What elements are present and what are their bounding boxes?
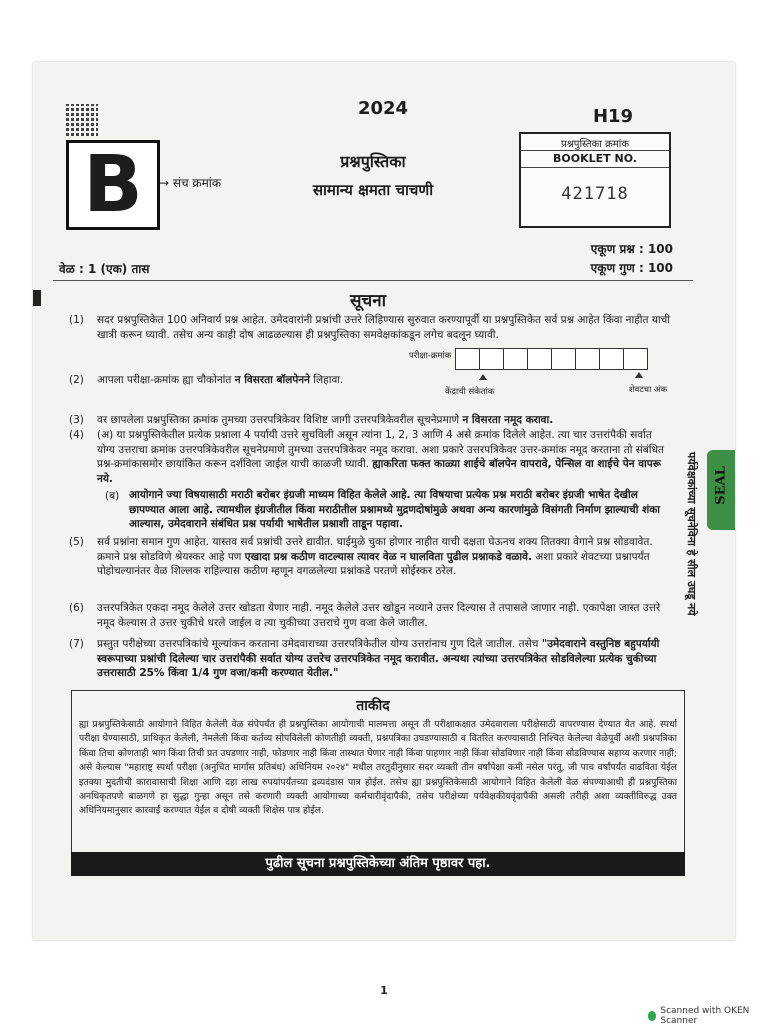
- booklet-label-marathi: प्रश्नपुस्तिका क्रमांक: [521, 134, 669, 151]
- instruction-text: उत्तरपत्रिकेत एकदा नमूद केलेले उत्तर खोडता येणार नाही. नमूद केलेले उत्तर खोडून नव्याने उत्तर दिल्यास ते तपासले जाणार नाही. एकापेक्षा जास्त उत्तरे नमूद केल्यास ते उत्तर चुकीचे धरले जाईल व त्या चुकीच्या उत्तराचे गुण वजा केले जातील.: [97, 602, 661, 629]
- scanner-note: Scanned with OKEN Scanner: [660, 1006, 750, 1026]
- booklet-label-english: BOOKLET NO.: [521, 151, 669, 168]
- arrow-up-icon: [635, 372, 643, 378]
- exam-time: वेळ : 1 (एक) तास: [59, 262, 150, 276]
- last-digit-caption: शेवटचा अंक: [628, 385, 667, 395]
- instruction-number: (3): [69, 414, 84, 426]
- exam-number-label: परीक्षा-क्रमांक: [409, 351, 452, 361]
- instruction-number: (6): [69, 602, 84, 614]
- seal-label: SEAL: [713, 466, 729, 505]
- instruction-text: आपला परीक्षा-क्रमांक ह्या चौकोनांत न विसरता बॉलपेनने लिहावा.: [97, 374, 344, 386]
- total-marks: एकूण गुण : 100: [590, 261, 673, 275]
- instruction-number: (ब): [105, 490, 120, 502]
- exam-number-box: [409, 348, 671, 400]
- instruction-number: (2): [69, 374, 84, 386]
- set-number-label: → संच क्रमांक: [159, 176, 222, 190]
- edge-tab: [33, 290, 41, 306]
- set-letter: B: [66, 140, 160, 230]
- warning-text: ह्या प्रश्नपुस्तिकेसाठी आयोगाने विहित केलेली वेळ संपेपर्यंत ही प्रश्नपुस्तिका आयोगाची मालमत्ता असून ती परीक्षाकक्षात उमेदवाराला परीक्षेसाठी वापरण्यास देण्यात येत आहे. स्पर्धा परीक्षा घेण्यासाठी, प्राधिकृत केलेली, नेमलेली किंवा कर्तव्य सोपविलेली कोणतीही व्यक्ती, प्रश्नपत्रिका उघडण्यासाठी व वितरित करण्यासाठी निश्चित केलेल्या वेळेपूर्वी अशी प्रश्नपत्रिका किंवा तिचा कोणताही भाग किंवा तिची प्रत उघडणार नाही, फोडणार नाही किंवा तास्थात घेणार नाही किंवा पाहणार नाही किंवा सोडविणार नाही किंवा सोडविण्यास सहाय्य करणार नाही; असे केल्यास "महाराष्ट्र स्पर्धा परीक्षा (अनुचित मार्गांस प्रतिबंध) अधिनियम २०२४" मधील तरतुदीनुसार सदर व्यक्ती तीन वर्षांपेक्षा कमी नसेल परंतु, जी पाच वर्षांपर्यंत वाढविता येईल इतक्या मुदतीची कारावासाची शिक्षा आणि दहा लाख रुपयांपर्यंतच्या द्रव्यदंडास पात्र होईल. तसेच ह्या प्रश्नपुस्तिकेसाठी आयोगाने विहित केलेली वेळ संपण्याआधी ही प्रश्नपुस्तिका अनधिकृतपणे बाळगणे हा सुद्धा गुन्हा असून तसे करणारी व्यक्ती आयोगाच्या कर्मचारीवृंदापैकी, तसेच परीक्षेच्या पर्यवेक्षकीयवृंदापैकी असली तरीही अशा व्यक्तीविरुद्ध उक्त अधिनियमानुसार कारवाई करण्यात येईल व दोषी व्यक्ती शिक्षेस पात्र होईल.: [79, 719, 677, 817]
- instruction-number: (1): [69, 314, 84, 326]
- booklet-subtitle: सामान्य क्षमता चाचणी: [312, 181, 434, 199]
- total-questions: एकूण प्रश्न : 100: [590, 242, 673, 256]
- arrow-up-icon: [479, 374, 487, 380]
- seal-tab[interactable]: [707, 450, 735, 530]
- question-booklet-cover: [33, 62, 735, 940]
- instruction-number: (5): [69, 536, 84, 548]
- instruction-number: (4): [69, 429, 84, 441]
- paper-code: H19: [592, 106, 634, 127]
- exam-number-cells[interactable]: [455, 348, 648, 370]
- booklet-title: प्रश्नपुस्तिका: [340, 152, 406, 171]
- warning-heading: ताकीद: [356, 698, 390, 714]
- instruction-text: आयोगाने ज्या विषयासाठी मराठी बरोबर इंग्रजी माध्यम विहित केलेले आहे. त्या विषयाचा प्रत्येक प्रश्न मराठी बरोबर इंग्रजी भाषेत देखील छापण्यात आला आहे. त्यामधील इंग्रजीतील किंवा मराठीतील प्रश्नामध्ये मुद्रणदोषांमुळे अथवा अन्य कारणांमुळे विसंगती निर्माण झाल्याची शंका आल्यास, उमेदवाराने संबंधित प्रश्न पर्यायी भाषेतील प्रश्नाशी ताडून पहावा.: [129, 489, 660, 531]
- scanner-watermark: [648, 1006, 768, 1026]
- divider: [53, 280, 693, 281]
- booklet-number: 421718: [561, 184, 629, 204]
- centre-code-caption: केंद्राची संकेतांक: [445, 387, 495, 397]
- exam-year: 2024: [357, 98, 409, 119]
- instruction-text: प्रस्तुत परीक्षेच्या उत्तरपत्रिकांचे मूल्यांकन करताना उमेदवाराच्या उत्तरपत्रिकेतील योग्य उत्तरांनाच गुण दिले जातील. तसेच "उमेदवाराने वस्तुनिष्ठ बहुपर्यायी स्वरूपाच्या प्रश्नांची दिलेल्या चार उत्तरांपैकी सर्वात योग्य उत्तरेच उत्तरपत्रिकेत नमूद करावीत. अन्यथा त्यांच्या उत्तरपत्रिकेत सोडविलेल्या प्रत्येक चुकीच्या उत्तरासाठी 25% किंवा 1/4 गुण वजा/कमी करण्यात येतील.": [97, 638, 660, 680]
- page-number: 1: [380, 984, 388, 997]
- scanner-logo-icon: [648, 1011, 656, 1021]
- instruction-text: सर्व प्रश्नांना समान गुण आहेत. यास्तव सर्व प्रश्नांची उत्तरे द्यावीत. घाईमुळे चुका होणार नाहीत याची दक्षता घेऊनच शक्य तितक्या वेगाने प्रश्न सोडवावेत. क्रमाने प्रश्न सोडविणे श्रेयस्कर आहे पण एखादा प्रश्न कठीण वाटल्यास त्यावर वेळ न घालविता पुढील प्रश्नाकडे वळावे. अशा प्रकारे शेवटच्या प्रश्नापर्यंत पोहोचल्यानंतर वेळ शिल्लक राहिल्यास कठीण म्हणून वगळलेल्या प्रश्नांकडे परतणे सोईस्कर ठरेल.: [97, 536, 653, 578]
- booklet-number-box: [519, 132, 671, 228]
- seal-warning-vertical: [663, 452, 699, 752]
- seal-warning-text: पर्यवेक्षकांच्या सूचनेविना हे सील उघडू नये: [685, 452, 698, 616]
- instruction-text: सदर प्रश्नपुस्तिकेत 100 अनिवार्य प्रश्न आहेत. उमेदवारांनी प्रश्नांची उत्तरे लिहिण्यास सुरुवात करण्यापूर्वी या प्रश्नपुस्तिकेत सर्व प्रश्न आहेत किंवा नाहीत याची खात्री करून घ्यावी. तसेच अन्य काही दोष आढळल्यास ही प्रश्नपुस्तिका समवेक्षकांकडून लगेच बदलून घ्यावी.: [97, 314, 671, 341]
- instruction-text: (अ) या प्रश्नपुस्तिकेतील प्रत्येक प्रश्नाला 4 पर्यायी उत्तरे सुचविली असून त्यांना 1, 2, 3 आणि 4 असे क्रमांक दिलेले आहेत. त्या चार उत्तरांपैकी सर्वात योग्य उत्तराचा क्रमांक उत्तरपत्रिकेवरील सूचनेप्रमाणे तुमच्या उत्तरपत्रिकेवर नमूद करावा. अशा प्रकारे उत्तरपत्रिकेवर उत्तर-क्रमांक नमूद करताना तो संबंधित प्रश्न-क्रमांकासमोर छायांकित करून दर्शविला जाईल याची काळजी घ्यावी. ह्याकरिता फक्त काळ्या शाईचे बॉलपेन वापरावे, पेन्सिल वा शाईचे पेन वापरू नये.: [97, 429, 665, 485]
- instruction-text: वर छापलेला प्रश्नपुस्तिका क्रमांक तुमच्या उत्तरपत्रिकेवर विशिष्ट जागी उत्तरपत्रिकेवरील सूचनेप्रमाणे न विसरता नमूद करावा.: [97, 414, 554, 426]
- qr-code-icon: [66, 104, 98, 136]
- instruction-number: (7): [69, 638, 84, 650]
- next-instructions-banner: पुढील सूचना प्रश्नपुस्तिकेच्या अंतिम पृष्ठावर पहा.: [71, 852, 685, 876]
- instructions-heading: सूचना: [349, 291, 387, 311]
